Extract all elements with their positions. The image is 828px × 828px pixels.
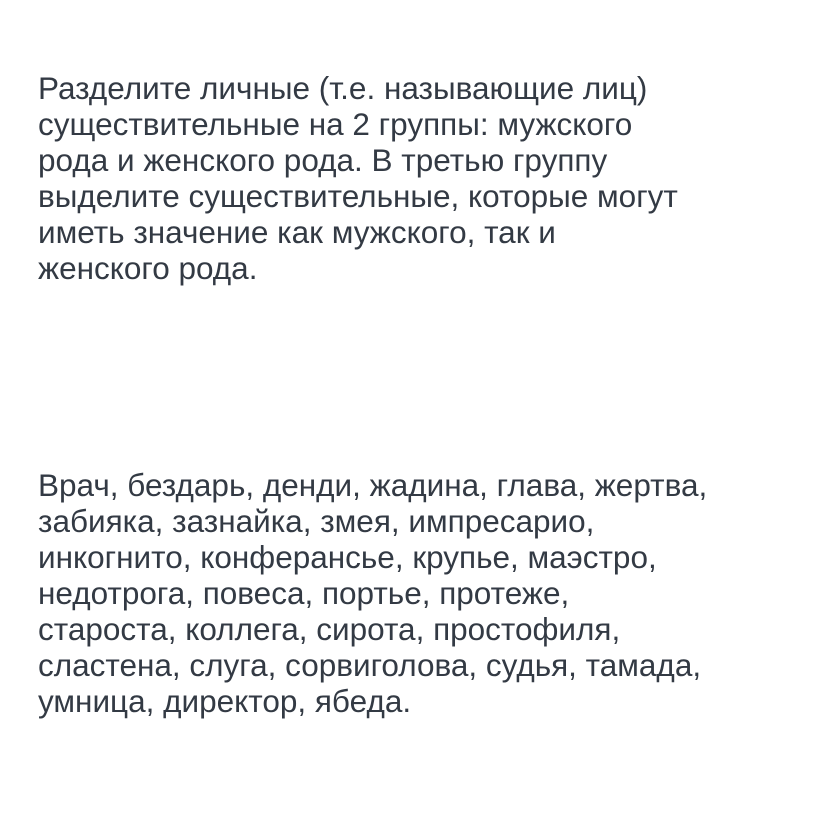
word-list-line-5: староста, коллега, сирота, простофиля,: [38, 611, 621, 647]
word-list-line-2: забияка, зазнайка, змея, импресарио,: [38, 503, 595, 539]
task-line-3: рода и женского рода. В третью группу: [38, 142, 608, 178]
task-line-1: Разделите личные (т.е. называющие лиц): [38, 70, 648, 106]
task-instruction: [38, 70, 808, 286]
word-list-line-1: Врач, бездарь, денди, жадина, глава, жертва,: [38, 467, 708, 503]
word-list-line-3: инкогнито, конферансье, крупье, маэстро,: [38, 539, 657, 575]
task-line-5: иметь значение как мужского, так и: [38, 214, 556, 250]
word-list-line-4: недотрога, повеса, портье, протеже,: [38, 575, 570, 611]
document-page: [38, 0, 808, 828]
task-line-4: выделите существительные, которые могут: [38, 178, 678, 214]
word-list-line-6: сластена, слуга, сорвиголова, судья, тамада,: [38, 647, 702, 683]
task-line-6: женского рода.: [38, 250, 258, 286]
word-list-line-7: умница, директор, ябеда.: [38, 683, 412, 719]
task-line-2: существительные на 2 группы: мужского: [38, 106, 633, 142]
word-list: [38, 467, 808, 719]
